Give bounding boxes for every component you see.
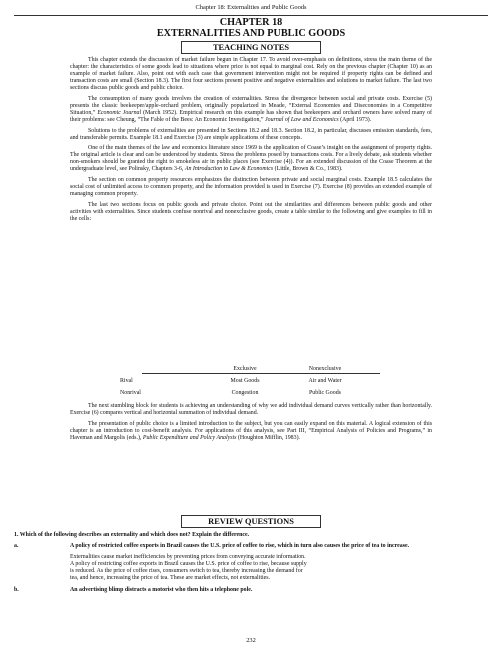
table-row-label: Rival <box>120 378 133 384</box>
answer-line: is reduced. As the price of coffee rises, consumers switch to tea, thereby increasing the demand for <box>70 568 303 575</box>
table-cell: Most Goods <box>230 378 260 384</box>
item-label: a. <box>14 543 19 550</box>
table-cell: Congestion <box>231 390 259 396</box>
paragraph-text: One of the main themes of the law and economics literature since 1969 is the application of Coase’s insight on the assignment of property rights. The original article is clear and can be understood by students. Stress the problems posed by transactions costs. For a lively debate, ask students whether non-smokers should be granted the right to smokeless air in public places (see Exercise (4)). For an extended discussion of the Coase Theorem at the undergraduate level, see Polinsky, Chapters 3-6, <box>70 145 432 173</box>
running-head: Chapter 18: Externalities and Public Goods <box>195 4 307 11</box>
book-title: Public Expenditure and Policy Analysis <box>142 434 237 441</box>
table-rule <box>142 373 380 374</box>
table-header-row <box>120 365 380 377</box>
table-row <box>120 377 380 389</box>
answer-line: A policy of restricting coffee exports in Brazil causes the U.S. price of coffee to rise, because supply <box>70 561 307 568</box>
paragraph <box>70 96 432 124</box>
question-1: 1. Which of the following describes an externality and which does not? Explain the difference. <box>14 532 250 538</box>
paragraph-text: The presentation of public choice is a limited introduction to the subject, but you can easily expand on this material. A logical extension of this chapter is an introduction to cost-benefit analysis. For applications of this analysis, see Part III, “Empirical Analysis of Policies and Programs,” in Haveman and Margolis (eds.), <box>70 420 432 441</box>
question-1a <box>14 543 488 550</box>
paragraph-text: (April 1973). <box>340 117 372 124</box>
table-cell: Air and Water <box>308 378 342 384</box>
table-row-label: Nonrival <box>120 390 141 396</box>
paragraph-text: The consumption of many goods involves the creation of externalities. Stress the divergence between social and private costs. Exercise (5) presents the classic beekeeper/apple-orchard problem, originally popularized in Meade, “External Economies and Diseconomies in a Competitive Situation,” <box>70 95 432 117</box>
table-header: Exclusive <box>233 366 257 372</box>
teaching-notes-body-continued <box>70 403 432 445</box>
paragraph-text: (Little, Brown & Co., 1983). <box>274 166 343 173</box>
question-1b <box>14 587 488 594</box>
answer-line: tea, and hence, increasing the price of tea. These are market effects, not externalities. <box>70 575 270 582</box>
page-number: 232 <box>246 637 256 644</box>
table-row <box>120 389 380 401</box>
teaching-notes-heading: TEACHING NOTES <box>181 41 321 54</box>
chapter-title <box>0 17 502 39</box>
chapter-number: CHAPTER 18 <box>219 17 283 28</box>
chapter-subtitle: EXTERNALITIES AND PUBLIC GOODS <box>156 28 346 39</box>
paragraph <box>70 421 432 442</box>
review-questions-heading: REVIEW QUESTIONS <box>181 515 321 528</box>
paragraph: The section on common property resources emphasizes the distinction between private and social marginal costs. Example 18.5 calculates the social cost of unlimited access to common property, and the information provided is used in Exercise (7). Exercise (8) provides an extended example of managing common property. <box>70 176 432 198</box>
goods-classification-table <box>120 365 380 401</box>
review-questions-body <box>14 532 488 598</box>
paragraph: The next stumbling block for students is achieving an understanding of why we add individual demand curves vertically rather than horizontally. Exercise (6) compares vertical and horizontal summation of individual demand. <box>70 403 432 417</box>
item-label: b. <box>14 586 19 593</box>
answer-line: Externalities cause market inefficiencies by preventing prices from conveying accurate information. <box>70 554 306 561</box>
item-text: An advertising blimp distracts a motorist who then hits a telephone pole. <box>70 586 253 593</box>
header-rule <box>14 15 488 16</box>
paragraph-text: (Houghton Mifflin, 1983). <box>237 434 301 441</box>
book-title: An Introduction to Law & Economics <box>184 166 274 173</box>
item-text: A policy of restricted coffee exports in Brazil causes the U.S. price of coffee to rise, which in turn also causes the price of tea to increase. <box>70 543 410 550</box>
table-cell: Public Goods <box>309 390 341 396</box>
paragraph: The last two sections focus on public goods and private choice. Point out the similarities and differences between public goods and other activities with externalities. Since students confuse nonrival and nonexclusive goods, create a table similar to the following and give examples to fill in the cells: <box>70 201 432 222</box>
paragraph <box>70 145 432 173</box>
table-header: Nonexclusive <box>308 366 342 372</box>
paragraph-text: (March 1952). Empirical research on this example has shown that beekeepers and orchard owners have solved many of their problems: see Cheung, “The Fable of the Bees: An Economic Investigation,” <box>70 110 432 124</box>
paragraph: Solutions to the problems of externalities are presented in Sections 18.2 and 18.3. Section 18.2, in particular, discusses emission standards, fees, and transferable permits. Example 18.1 and Exercise (3) are simple applications of these concepts. <box>70 127 432 141</box>
paragraph: This chapter extends the discussion of market failure begun in Chapter 17. To avoid over-emphasis on definitions, stress the main theme of the chapter: the characteristics of some goods lead to situations where price is not equal to marginal cost. Rely on the previous chapter (Chapter 10) as an example of market failure. Also, point out with each case that government intervention might not be required if property rights can be defined and transaction costs are small (Section 18.3). The first four sections present positive and negative externalities and solutions to market failure. The last two sections discuss public goods and public choice. <box>70 57 432 92</box>
journal-title: Economic Journal <box>97 110 142 117</box>
journal-title: Journal of Law and Economics <box>265 117 339 124</box>
teaching-notes-body <box>70 57 432 226</box>
